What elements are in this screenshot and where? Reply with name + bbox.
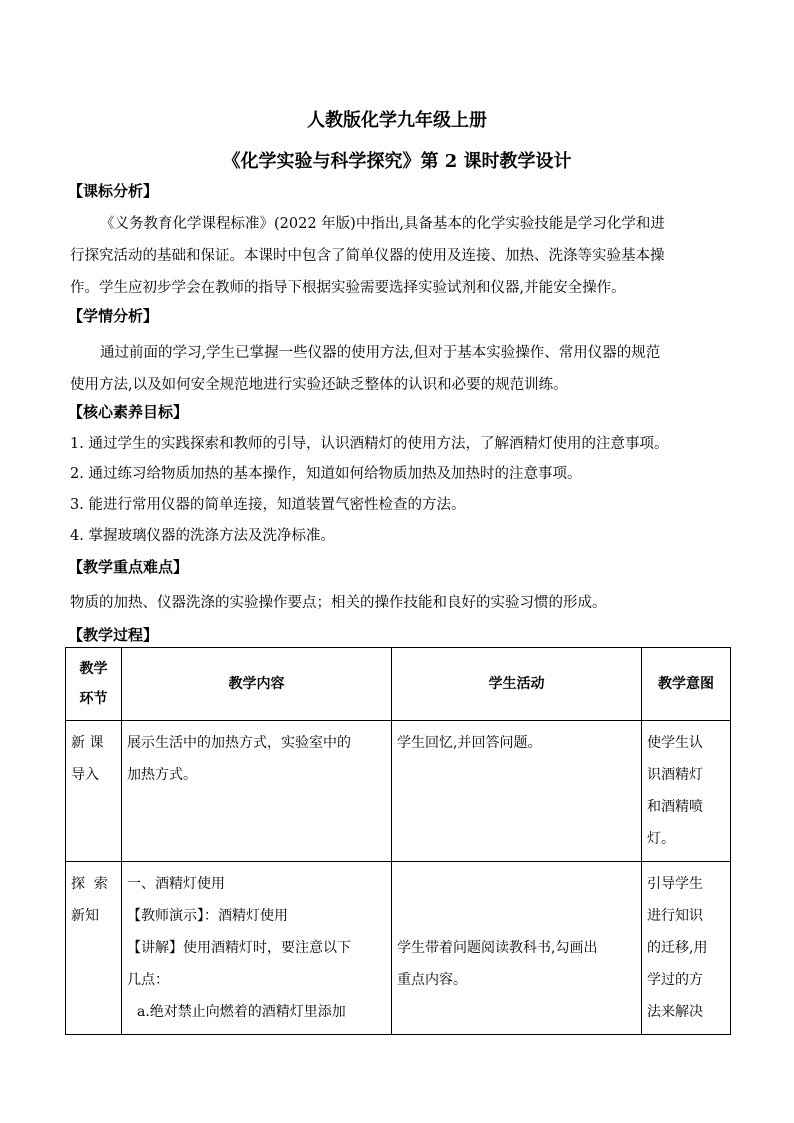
table-row (66, 862, 731, 1035)
cell-activity (392, 721, 642, 862)
cell-line: a.绝对禁止向燃着的酒精灯里添加 (137, 1004, 346, 1020)
cell-line: 导入 (71, 767, 99, 783)
cell-line: 识酒精灯 (647, 767, 703, 783)
header-stage-line: 环节 (79, 691, 108, 707)
header-activity: 学生活动 (392, 648, 642, 721)
cell-content (122, 721, 392, 862)
cell-line: 法来解决 (647, 1004, 703, 1020)
header-stage-line: 教学 (79, 661, 108, 677)
cell-line: 【教师演示】：酒精灯使用 (127, 908, 288, 924)
goal-item: 1. 通过学生的实践探索和教师的引导，认识酒精灯的使用方法，了解酒精灯使用的注意事项。 (70, 436, 669, 452)
header-stage (66, 648, 122, 721)
header-content: 教学内容 (122, 648, 392, 721)
cell-line: 新知 (71, 908, 99, 924)
cell-intent (642, 862, 731, 1035)
document-subtitle: 《化学实验与科学探究》第 2 课时教学设计 (222, 151, 572, 172)
goal-item: 4. 掌握玻璃仪器的洗涤方法及洗净标准。 (70, 528, 335, 544)
cell-line: 学过的方 (647, 972, 703, 988)
keypoints-text: 物质的加热、仪器洗涤的实验操作要点；相关的操作技能和良好的实验习惯的形成。 (70, 595, 607, 611)
cell-line: 学生回忆,并回答问题。 (397, 735, 542, 751)
teaching-process-table (65, 647, 731, 1035)
section-heading-keypoints: 【教学重点难点】 (68, 558, 189, 576)
cell-line: 一、酒精灯使用 (127, 876, 225, 892)
cell-line: 加热方式。 (127, 767, 197, 783)
cell-line: 展示生活中的加热方式，实验室中的 (127, 735, 351, 751)
cell-line: 几点： (127, 972, 169, 988)
cell-line: 进行知识 (647, 908, 703, 924)
cell-line: 的迁移,用 (647, 940, 708, 956)
cell-line: 【讲解】使用酒精灯时，要注意以下 (127, 940, 351, 956)
cell-activity (392, 862, 642, 1035)
cell-content (122, 862, 392, 1035)
header-intent: 教学意图 (642, 648, 731, 721)
cell-stage (66, 721, 122, 862)
goal-item: 2. 通过练习给物质加热的基本操作，知道如何给物质加热及加热时的注意事项。 (70, 466, 582, 482)
document-title: 人教版化学九年级上册 (307, 110, 487, 131)
cell-intent (642, 721, 731, 862)
table-row (66, 721, 731, 862)
table-header-row (66, 648, 731, 721)
cell-line: 新 课 (71, 735, 104, 751)
curriculum-line: 《义务教育化学课程标准》(2022 年版)中指出,具备基本的化学实验技能是学习化学和进 (100, 216, 665, 232)
cell-line (397, 900, 636, 932)
cell-stage (66, 862, 122, 1035)
curriculum-line: 作。学生应初步学会在教师的指导下根据实验需要选择实验试剂和仪器,并能安全操作。 (70, 280, 626, 296)
cell-line: 学生带着问题阅读教科书,勾画出 (397, 940, 598, 956)
students-line: 通过前面的学习,学生已掌握一些仪器的使用方法,但对于基本实验操作、常用仪器的规范 (100, 345, 661, 361)
section-heading-process: 【教学过程】 (68, 626, 159, 644)
cell-line: 和酒精喷 (647, 799, 703, 815)
section-heading-goals: 【核心素养目标】 (68, 403, 189, 421)
cell-line: 重点内容。 (397, 972, 467, 988)
section-heading-students: 【学情分析】 (68, 307, 159, 325)
students-line: 使用方法,以及如何安全规范地进行实验还缺乏整体的认识和必要的规范训练。 (70, 377, 568, 393)
goal-item: 3. 能进行常用仪器的简单连接，知道装置气密性检查的方法。 (70, 497, 466, 513)
cell-line: 探 索 (71, 876, 108, 892)
section-heading-curriculum: 【课标分析】 (68, 182, 159, 200)
cell-line: 使学生认 (647, 735, 703, 751)
curriculum-line: 行探究活动的基础和保证。本课时中包含了简单仪器的使用及连接、加热、洗涤等实验基本操 (70, 248, 665, 264)
curriculum-paragraph (70, 208, 730, 304)
cell-line: 引导学生 (647, 876, 703, 892)
cell-line (397, 868, 636, 900)
students-paragraph (70, 337, 730, 401)
cell-line: 灯。 (647, 831, 675, 847)
